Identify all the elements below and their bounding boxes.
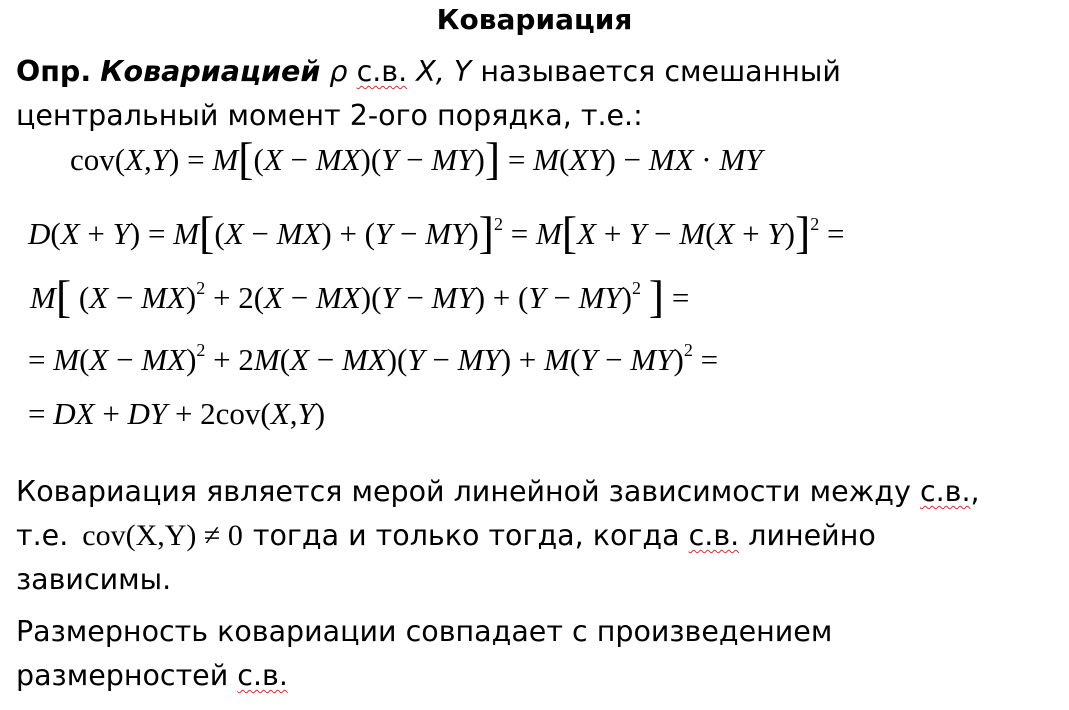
dimension-line1: Размерность ковариации совпадает с произведением xyxy=(16,615,833,648)
sv-abbrev: с.в. xyxy=(919,475,971,508)
rho-symbol: ρ xyxy=(329,55,348,88)
definition-paragraph xyxy=(16,50,1056,138)
linear-ie: т.е. xyxy=(16,519,69,552)
cov-definition-formula: cov(X,Y) = M[(X − MX)(Y − MY)] = M(XY) − MX · MY xyxy=(70,133,763,184)
cov-nonzero-formula: cov(X,Y) ≠ 0 xyxy=(82,519,243,552)
definition-term: Ковариацией xyxy=(100,55,321,88)
sv-abbrev: с.в. xyxy=(356,55,408,88)
dsum-formula-line3: = M(X − MX)$^2$ + 2M(X − MX)(Y − MY) + M(Y − MY)$^2$ = xyxy=(28,340,719,377)
definition-tail: называется смешанный xyxy=(480,55,841,88)
linear-line1-text: Ковариация является мерой линейной зависимости между xyxy=(16,475,920,508)
dsum-formula-line4: = DX + DY + 2cov(X,Y) xyxy=(28,396,326,431)
definition-vars: X, Y xyxy=(416,55,472,88)
linear-line2-text: тогда и только тогда, когда xyxy=(252,519,689,552)
dimension-line2: размерностей xyxy=(16,659,238,692)
linear-line1-comma: , xyxy=(970,475,980,508)
linear-line3: зависимы. xyxy=(16,563,172,596)
dsum-formula-line2: M[ (X − MX)$^2$ + 2(X − MX)(Y − MY) + (Y − MY)$^2$ ] = xyxy=(30,271,690,322)
definition-line2: центральный момент 2-ого порядка, т.е.: xyxy=(16,99,643,132)
sv-abbrev: с.в. xyxy=(237,659,288,692)
dimension-paragraph xyxy=(16,610,1056,698)
page-title: Ковариация xyxy=(436,3,633,36)
dsum-formula-line1: $D(X + Y) = M[(X - MX) + (Y - MY)]^2 = M[X + Y - M(X + Y)]^2$ = xyxy=(28,207,845,258)
linear-dependence-paragraph xyxy=(16,470,1056,602)
sv-abbrev: с.в. xyxy=(688,519,740,552)
linear-line2-tail: линейно xyxy=(739,519,876,552)
definition-prefix: Опр. xyxy=(16,55,92,88)
